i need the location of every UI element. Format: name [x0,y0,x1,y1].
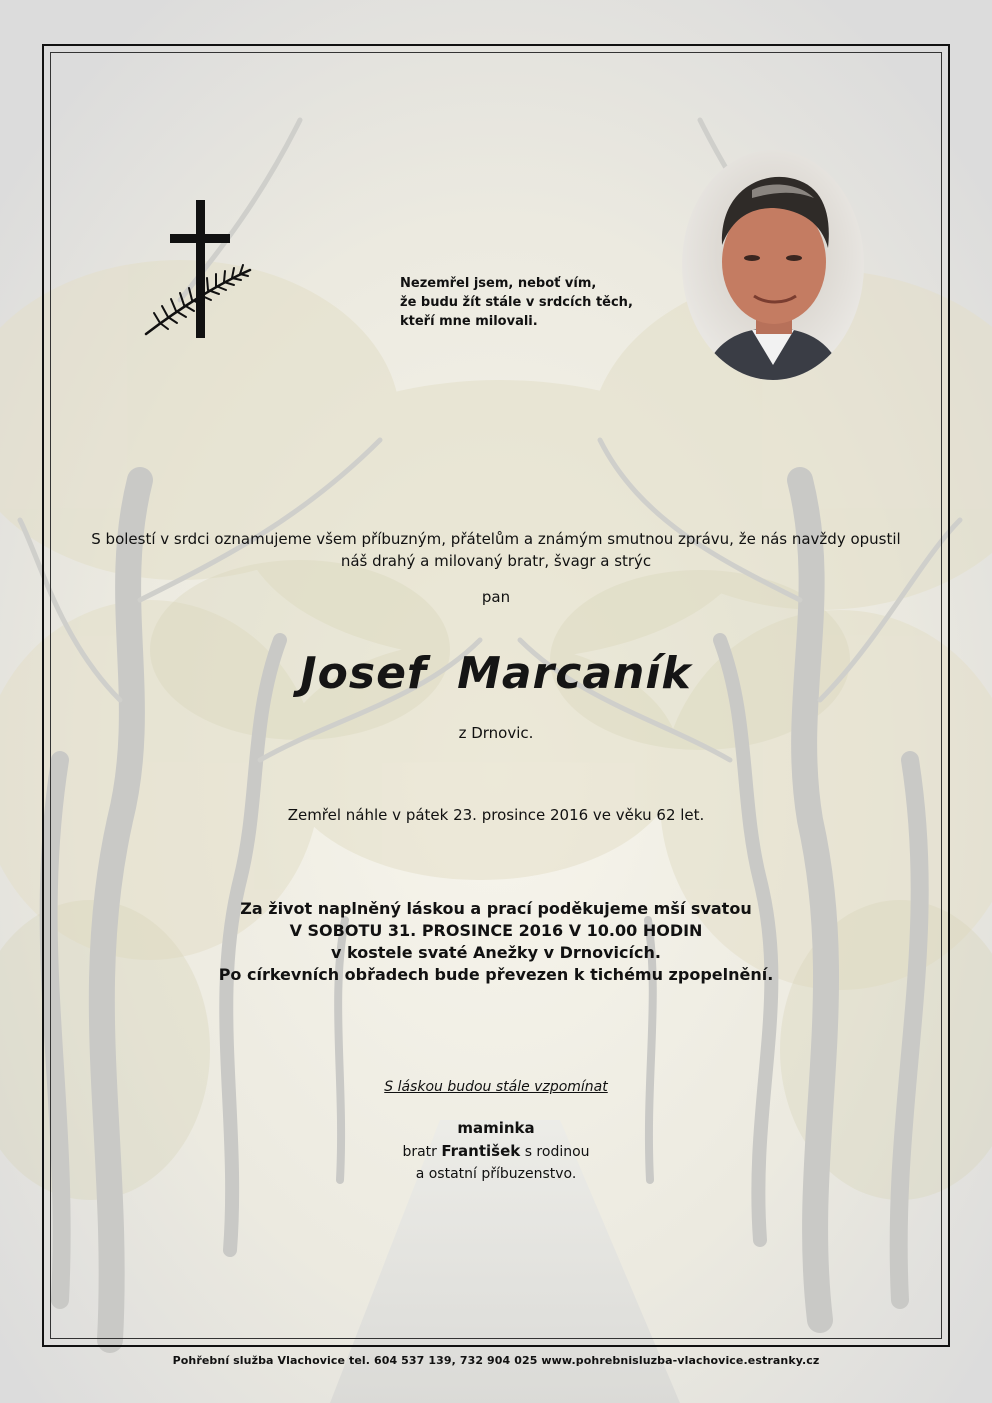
announcement [60,528,932,572]
cross-with-palm [140,196,260,346]
funeral-service [60,898,932,986]
death-notice: Zemřel náhle v pátek 23. prosince 2016 ve věku 62 let. [287,806,705,824]
first-name: Josef [300,648,428,699]
announcement-line: náš drahý a milovaný bratr, švagr a strýc [340,552,652,570]
mourner-brother-prefix: bratr [402,1144,437,1160]
quote-line: kteří mne milovali. [400,314,538,329]
mourner-brother-name: František [441,1142,521,1160]
portrait-photo [682,150,864,380]
announcement-line: S bolestí v srdci oznamujeme všem příbuzným, přátelům a známým smutnou zprávu, že nás navždy opustil [91,530,901,548]
last-name: Marcaník [457,648,692,699]
cross-icon [170,200,230,338]
memorial-quote [400,274,660,331]
mourner-brother-suffix: s rodinou [524,1144,590,1160]
service-line: v kostele svaté Anežky v Drnovicích. [331,943,661,962]
service-line: V SOBOTU 31. PROSINCE 2016 V 10.00 HODIN [289,921,703,940]
funeral-service-footer: Pohřební služba Vlachovice tel. 604 537 139, 732 904 025 www.pohrebnisluzba-vlachovice.estranky.cz [172,1354,820,1367]
service-line: Po církevních obřadech bude převezen k tichému zpopelnění. [218,965,774,984]
quote-line: Nezemřel jsem, neboť vím, [400,276,597,291]
mourner-others: a ostatní příbuzenstvo. [415,1166,577,1182]
quote-line: že budu žít stále v srdcích těch, [400,295,633,310]
mourner-mother: maminka [457,1119,535,1137]
mourners-list [60,1117,932,1185]
mourners-heading: S láskou budou stále vzpomínat [384,1079,608,1095]
salutation: pan [481,588,511,606]
deceased-origin: z Drnovic. [458,724,534,742]
deceased-name [60,648,932,699]
service-line: Za život naplněný láskou a prací poděkujeme mší svatou [240,899,752,918]
